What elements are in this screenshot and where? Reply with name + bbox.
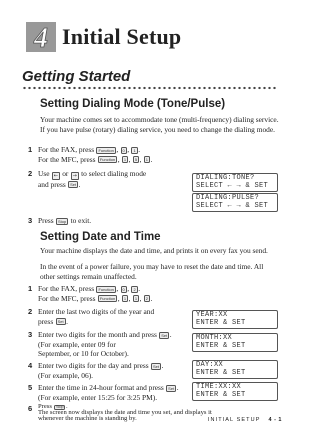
datetime-heading: Setting Date and Time <box>40 231 161 243</box>
step-number: 5 <box>28 383 35 391</box>
set-key-icon: Set <box>57 319 64 325</box>
step-text: (For example, 06). <box>38 370 94 380</box>
function-key-icon: Function <box>99 296 116 302</box>
key-1-icon: 1 <box>133 147 136 153</box>
chapter-number-badge <box>26 22 56 52</box>
function-key-icon: Function <box>99 157 116 163</box>
step-number: 6 <box>28 404 35 412</box>
dialing-heading: Setting Dialing Mode (Tone/Pulse) <box>40 98 226 110</box>
step-text: Press <box>38 403 52 410</box>
step-number: 2 <box>28 169 35 177</box>
key-2-icon: 2 <box>133 286 136 292</box>
step-text: and press <box>38 179 66 189</box>
dialing-intro: Your machine comes set to accommodate tone (multi-frequency) dialing service. If you have pulse (rotary) dialing service, you need to change the dialing mode. <box>40 115 279 134</box>
step-text: Enter two digits for the month and press <box>38 330 157 339</box>
step-text: to select dialing mode <box>81 169 147 178</box>
chapter-title: Initial Setup <box>62 24 182 49</box>
step-number: 4 <box>28 361 35 369</box>
step-text: For the MFC, press <box>38 293 96 303</box>
key-1-icon: 1 <box>123 296 127 302</box>
key-0-icon: 0 <box>122 286 125 292</box>
datetime-para-2: In the event of a power failure, you may have to reset the date and time. All other settings remain unaffected. <box>40 262 264 281</box>
key-1-icon: 1 <box>123 157 127 163</box>
lcd-day: DAY:XX ENTER & SET <box>192 360 278 379</box>
step-text: Use <box>38 169 50 178</box>
footer-label: INITIAL SETUP <box>207 417 261 423</box>
step-text: (For example, enter 09 for <box>38 339 116 349</box>
step-text: to exit. <box>70 216 92 225</box>
step-text: The screen now displays the date and time you set, and displays it <box>38 409 212 417</box>
step-text: For the FAX, press <box>38 284 95 293</box>
set-key-icon: Set <box>153 363 160 369</box>
right-arrow-icon: → <box>72 172 77 179</box>
step-number: 1 <box>28 284 35 292</box>
step-text: September, or 10 for October). <box>38 349 129 359</box>
step-number: 2 <box>28 307 35 315</box>
page-footer <box>208 417 282 423</box>
step-text: For the MFC, press <box>38 154 96 164</box>
key-1-icon: 1 <box>145 157 149 163</box>
lcd-month: MONTH:XX ENTER & SET <box>192 333 278 352</box>
step-text: Press <box>38 216 54 225</box>
step-number: 3 <box>28 216 35 224</box>
lcd-time: TIME:XX:XX ENTER & SET <box>192 382 278 401</box>
section-divider <box>22 86 278 90</box>
key-1-icon: 1 <box>134 296 138 302</box>
page-number: 4 - 1 <box>268 417 282 423</box>
step-number: 3 <box>28 330 35 338</box>
section-title: Getting Started <box>22 68 131 85</box>
left-arrow-icon: ← <box>53 172 58 179</box>
stop-key-icon: Stop <box>57 218 67 224</box>
step-text: (For example, enter 15:25 for 3:25 PM). <box>38 392 158 402</box>
step-number: 1 <box>28 145 35 153</box>
function-key-icon: Function <box>98 147 114 153</box>
set-key-icon: Set <box>70 182 77 187</box>
lcd-year: YEAR:XX ENTER & SET <box>192 310 278 329</box>
function-key-icon: Function <box>98 286 114 292</box>
key-0-icon: 0 <box>122 147 125 153</box>
step-text: Enter two digits for the day and press <box>38 361 149 370</box>
stop-key-icon: Stop <box>56 404 64 409</box>
step-text: or <box>62 169 69 178</box>
lcd-dialing-pulse: DIALING:PULSE? SELECT ← → & SET <box>192 193 278 212</box>
step-text: For the FAX, press <box>38 145 95 154</box>
key-2-icon: 2 <box>145 296 149 302</box>
datetime-para-1: Your machine displays the date and time, and prints it on every fax you send. <box>40 246 268 255</box>
chapter-number: 4 <box>34 23 48 52</box>
set-key-icon: Set <box>161 332 168 338</box>
step-text: press <box>38 316 54 326</box>
lcd-dialing-tone: DIALING:TONE? SELECT ← → & SET <box>192 173 278 192</box>
step-text: Enter the time in 24-hour format and press <box>38 383 164 392</box>
set-key-icon: Set <box>168 385 175 391</box>
step-text: whenever the machine is standing by. <box>38 414 137 422</box>
step-text: Enter the last two digits of the year and <box>38 307 155 316</box>
key-5-icon: 5 <box>134 157 138 163</box>
